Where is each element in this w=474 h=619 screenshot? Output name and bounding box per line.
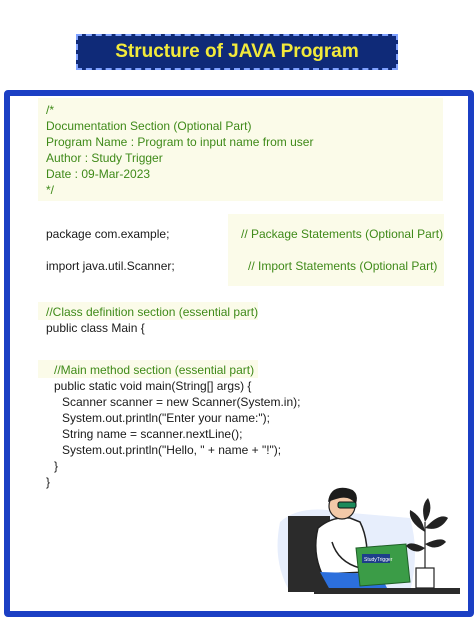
leaf-icon: [423, 498, 430, 522]
doc-line: Documentation Section (Optional Part): [46, 119, 252, 133]
doc-line: Program Name : Program to input name from user: [46, 135, 314, 149]
page-title: Structure of JAVA Program: [115, 41, 359, 62]
main-comment: //Main method section (essential part): [54, 363, 255, 377]
class-comment: //Class definition section (essential part): [46, 305, 259, 319]
package-comment: // Package Statements (Optional Part): [241, 227, 444, 241]
title-banner: [76, 34, 398, 70]
main-code-line: }: [46, 475, 51, 489]
doc-line: Date : 09-Mar-2023: [46, 167, 151, 181]
doc-line: Author : Study Trigger: [46, 151, 163, 165]
main-code-line: Scanner scanner = new Scanner(System.in);: [62, 395, 301, 409]
desk: [314, 588, 460, 594]
main-code-line: String name = scanner.nextLine();: [62, 427, 243, 441]
laptop: [356, 544, 410, 586]
package-statement: package com.example;: [46, 227, 170, 241]
plant-pot: [416, 568, 434, 588]
main-code-line: public static void main(String[] args) {: [54, 379, 252, 393]
laptop-sticker: StudyTrigger: [364, 557, 393, 563]
programmer-illustration: [270, 482, 460, 600]
main-code-line: }: [54, 459, 59, 473]
import-comment: // Import Statements (Optional Part): [248, 259, 438, 273]
doc-line: /*: [46, 103, 55, 117]
main-code-line: System.out.println("Hello, " + name + "!");: [62, 443, 282, 457]
leaf-icon: [425, 516, 448, 529]
package-comment-highlight: [228, 214, 444, 286]
import-statement: import java.util.Scanner;: [46, 259, 175, 273]
class-declaration: public class Main {: [46, 321, 145, 335]
main-code-line: System.out.println("Enter your name:");: [62, 411, 270, 425]
doc-line: */: [46, 183, 55, 197]
leaf-icon: [425, 539, 446, 547]
sunglasses-icon: [338, 502, 356, 508]
